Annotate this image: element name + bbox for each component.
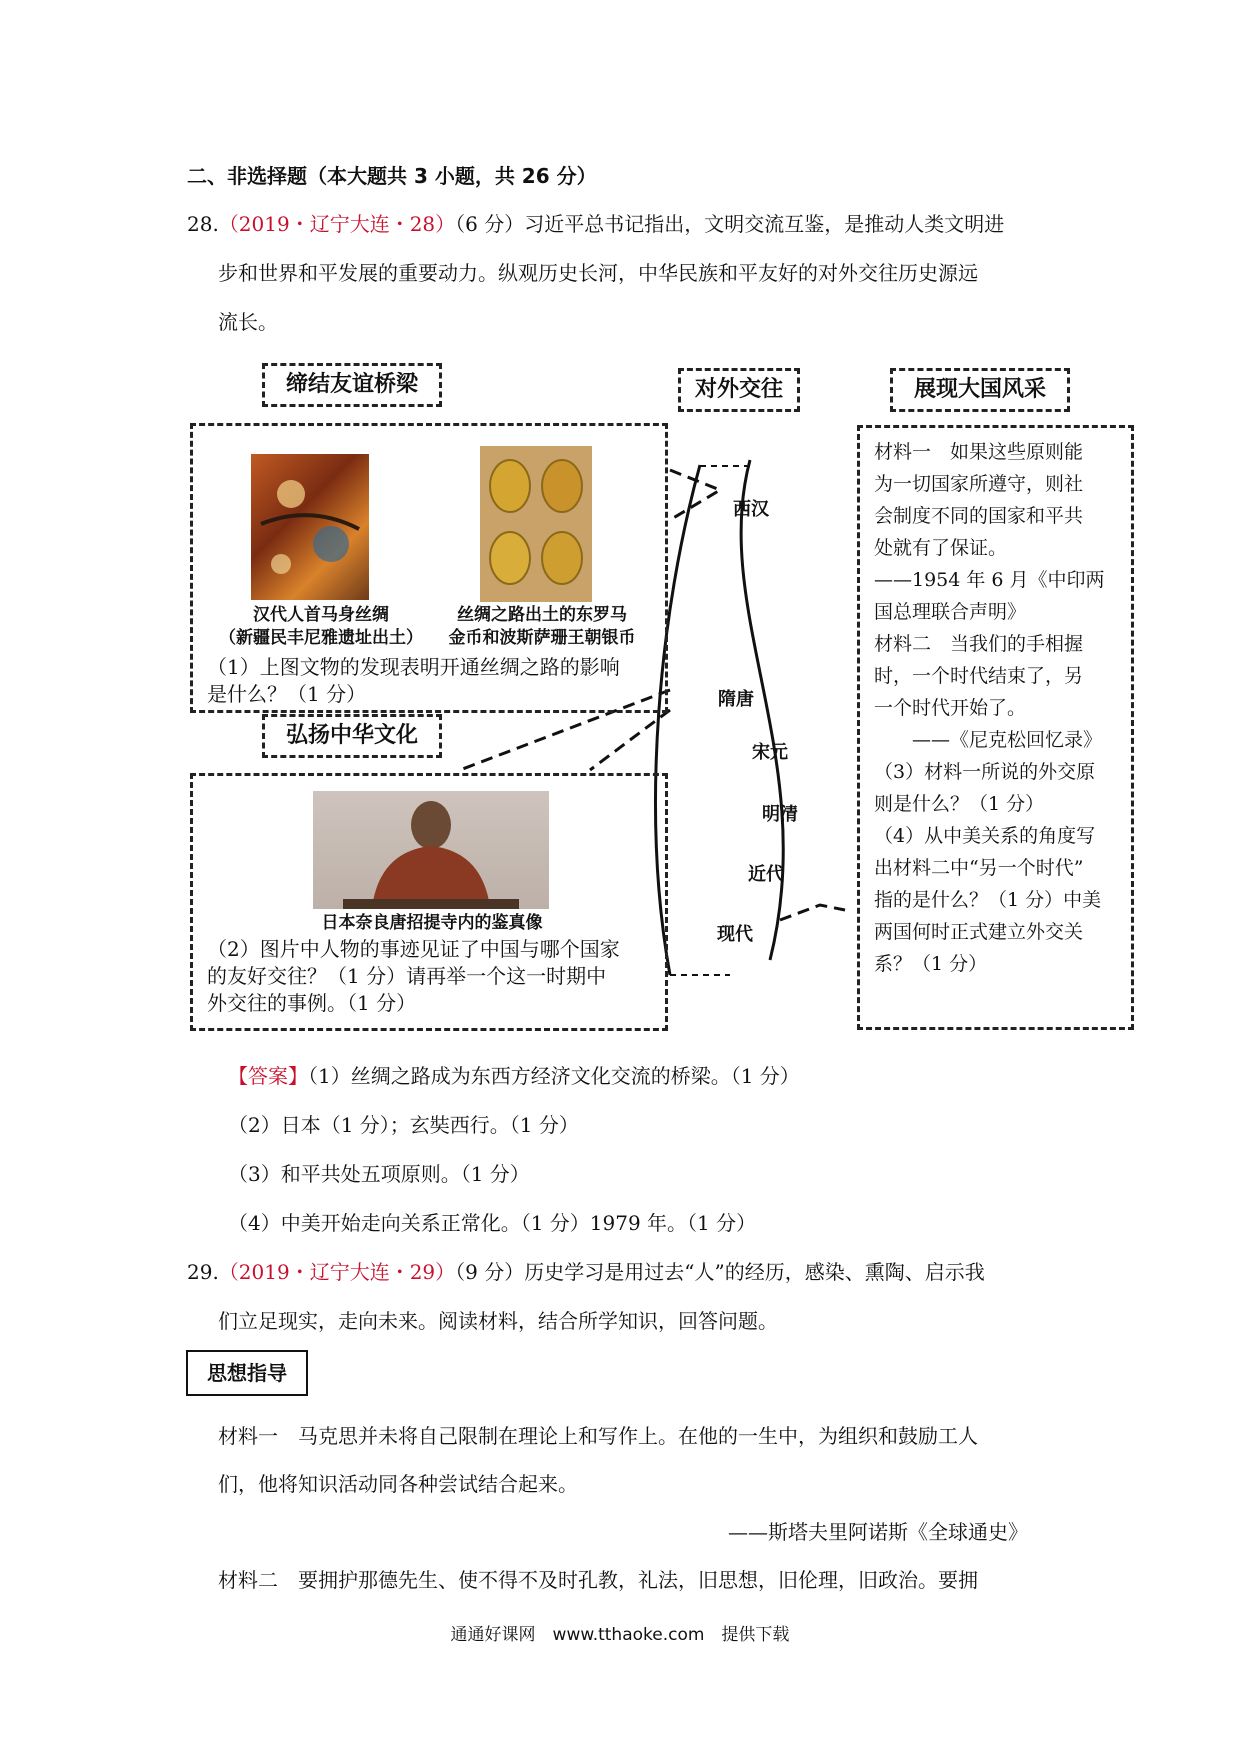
material-line: 为一切国家所遵守，则社 xyxy=(874,473,1084,495)
material-text xyxy=(874,436,1129,980)
era-label: 隋唐 xyxy=(718,689,754,710)
material-line: 会制度不同的国家和平共 xyxy=(874,505,1084,527)
material-line: （4）从中美关系的角度写 xyxy=(874,825,1096,847)
q28-number: 28. xyxy=(187,212,219,236)
material-line: 系？（1 分） xyxy=(874,953,988,975)
answer-4: （4）中美开始走向关系正常化。（1 分）1979 年。（1 分） xyxy=(228,1211,757,1235)
era-label: 现代 xyxy=(717,924,753,945)
answer-1: 【答案】（1）丝绸之路成为东西方经济文化交流的桥梁。（1 分） xyxy=(228,1064,800,1088)
thought-guidance-label: 思想指导 xyxy=(186,1350,308,1396)
era-label: 西汉 xyxy=(733,499,769,520)
jianzhen-box xyxy=(190,773,668,1031)
silk-pattern-icon xyxy=(251,454,369,600)
material-line: 时，一个时代结束了，另 xyxy=(874,665,1084,687)
era-label: 宋元 xyxy=(752,742,788,763)
q29-source: （2019・辽宁大连・29） xyxy=(218,1260,456,1284)
material-line: 国总理联合声明》 xyxy=(874,601,1027,623)
tag-foreign-relations: 对外交往 xyxy=(678,368,800,412)
caption-silk: 汉代人首马身丝绸 （新疆民丰尼雅遗址出土） xyxy=(219,605,423,648)
answer-label: 【答案】 xyxy=(228,1064,308,1088)
section-title: 二、非选择题（本大题共 3 小题，共 26 分） xyxy=(187,164,597,188)
q29-material1-line1: 材料一 马克思并未将自己限制在理论上和写作上。在他的一生中，为组织和鼓励工人 xyxy=(218,1424,978,1448)
era-label: 近代 xyxy=(748,864,784,885)
material-line: ——《尼克松回忆录》 xyxy=(874,729,1103,751)
q28-line3: 流长。 xyxy=(218,310,278,334)
era-label: 明清 xyxy=(762,804,798,825)
silk-road-box xyxy=(190,423,668,713)
q28-source: （2019・辽宁大连・28） xyxy=(218,212,456,236)
question-2: （2）图片中人物的事迹见证了中国与哪个国家 的友好交往？（1 分）请再举一个这一时期中 外交往的事例。（1 分） xyxy=(207,937,620,1015)
tag-great-power: 展现大国风采 xyxy=(890,368,1070,412)
caption-coins: 丝绸之路出土的东罗马 金币和波斯萨珊王朝银币 xyxy=(448,605,636,648)
q29-line2: 们立足现实，走向未来。阅读材料，结合所学知识，回答问题。 xyxy=(218,1309,778,1333)
question-1: （1）上图文物的发现表明开通丝绸之路的影响 是什么？（1 分） xyxy=(207,655,620,706)
great-power-box xyxy=(857,425,1134,1030)
tag-friendship-bridge: 缔结友谊桥梁 xyxy=(262,363,442,407)
silk-artifact-image xyxy=(251,454,369,600)
material-line: （3）材料一所说的外交原 xyxy=(874,761,1096,783)
tag-chinese-culture: 弘扬中华文化 xyxy=(262,714,442,758)
material-line: 出材料二中“另一个时代” xyxy=(874,857,1084,879)
coins-icon xyxy=(480,446,592,602)
q29-material2-line1: 材料二 要拥护那德先生、使不得不及时孔教，礼法，旧思想，旧伦理，旧政治。要拥 xyxy=(218,1568,978,1592)
material-line: 材料二 当我们的手相握 xyxy=(874,633,1084,655)
material-line: 材料一 如果这些原则能 xyxy=(874,441,1084,463)
coins-image xyxy=(480,446,592,602)
statue-icon xyxy=(313,791,549,909)
material-line: 指的是什么？（1 分）中美 xyxy=(874,889,1102,911)
q28-line1 xyxy=(187,210,1004,238)
caption-jianzhen: 日本奈良唐招提寺内的鉴真像 xyxy=(321,913,543,933)
material-line: 则是什么？（1 分） xyxy=(874,793,1045,815)
q29-line1: 29.（2019・辽宁大连・29）（9 分）历史学习是用过去“人”的经历，感染、熏陶、启示我 xyxy=(187,1260,985,1284)
q29-material1-source: ——斯塔夫里阿诺斯《全球通史》 xyxy=(728,1520,1028,1544)
q29-material1-line2: 们，他将知识活动同各种尝试结合起来。 xyxy=(218,1472,578,1496)
q29-number: 29. xyxy=(187,1260,219,1284)
answer-2: （2）日本（1 分）；玄奘西行。（1 分） xyxy=(228,1113,579,1137)
jianzhen-statue-image xyxy=(313,791,549,909)
foreign-relations-diagram xyxy=(190,360,1140,1040)
material-line: ——1954 年 6 月《中印两 xyxy=(874,569,1105,591)
material-line: 两国何时正式建立外交关 xyxy=(874,921,1084,943)
page-footer: 通通好课网 www.tthaoke.com 提供下载 xyxy=(450,1625,790,1645)
material-line: 处就有了保证。 xyxy=(874,537,1008,559)
material-line: 一个时代开始了。 xyxy=(874,697,1027,719)
q28-line2: 步和世界和平发展的重要动力。纵观历史长河，中华民族和平友好的对外交往历史源远 xyxy=(218,261,978,285)
answer-3: （3）和平共处五项原则。（1 分） xyxy=(228,1162,530,1186)
q28-text1: （6 分）习近平总书记指出，文明交流互鉴，是推动人类文明进 xyxy=(455,212,1005,236)
